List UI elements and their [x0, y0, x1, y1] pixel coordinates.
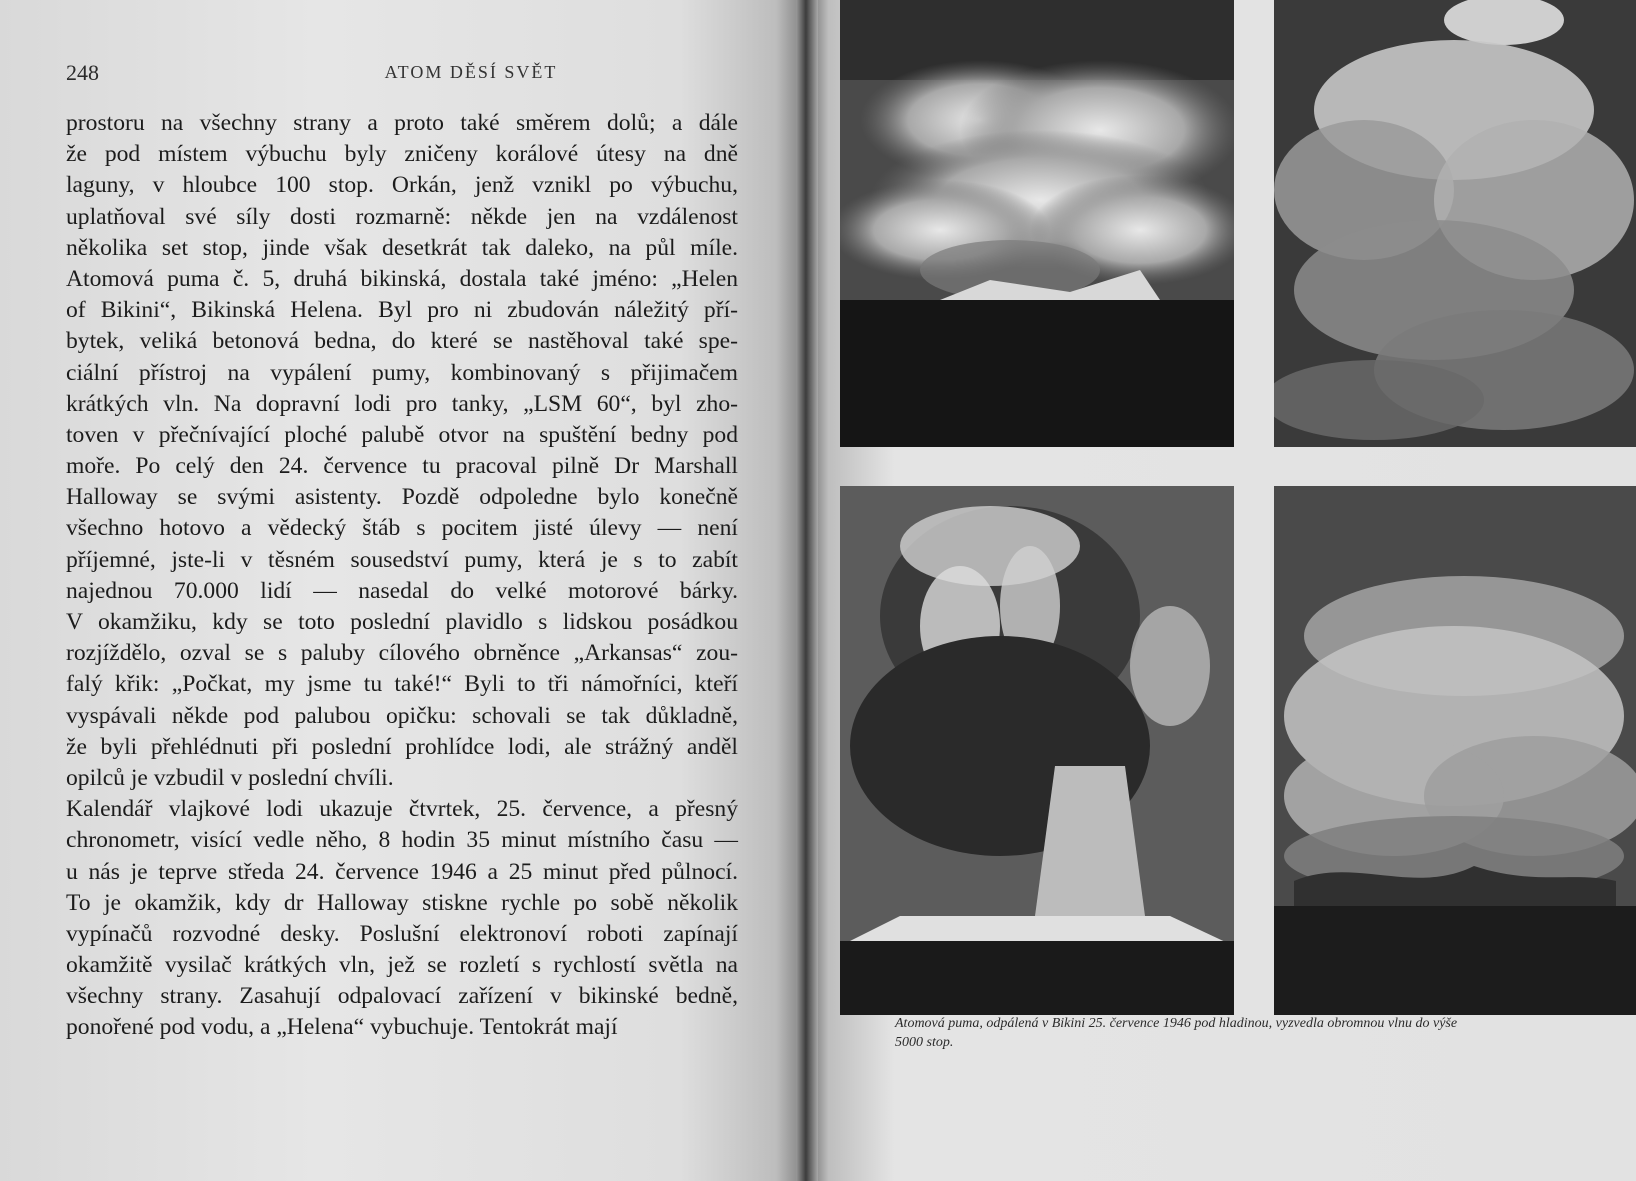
photo-explosion-cloud-top-left: [840, 0, 1234, 447]
page-number: 248: [66, 60, 99, 85]
text-line: bytek, veliká betonová bedna, do které se nastěhoval také spe-: [66, 328, 738, 355]
text-line: krátkých vln. Na dopravní lodi pro tanky, „LSM 60“, byl zho-: [66, 390, 738, 417]
text-line: příjemné, jste-li v těsném sousedství pumy, která je s to zabít: [66, 546, 738, 573]
text-line: ciální přístroj na vypálení pumy, kombinovaný s přijimačem: [66, 359, 738, 386]
photo-caption: [895, 1014, 1595, 1052]
text-line: u nás je teprve středa 24. července 1946 a 25 minut před půlnocí.: [66, 858, 738, 885]
text-line: toven v přečnívající ploché palubě otvor na spuštění bedny pod: [66, 421, 738, 448]
running-title: ATOM DĚSÍ SVĚT: [384, 62, 558, 82]
text-line: uplatňoval své síly dosti rozmarně: někde jen na vzdálenost: [66, 203, 738, 230]
text-line: Halloway se svými asistenty. Pozdě odpoledne bylo konečně: [66, 484, 738, 511]
text-line: vyspávali někde pod palubou opičku: schovali se tak důkladně,: [66, 702, 738, 729]
photo-dome-cloud: [1274, 486, 1636, 1015]
text-line: prostoru na všechny strany a proto také směrem dolů; a dále: [66, 110, 738, 136]
text-line: rozjíždělo, ozval se s paluby cílového obrněnce „Arkansas“ zou-: [66, 640, 738, 667]
text-line: všechny strany. Zasahují odpalovací zařízení v bikinské bedně,: [66, 983, 738, 1010]
text-line: To je okamžik, kdy dr Halloway stiskne rychle po sobě několik: [66, 889, 738, 916]
text-line: několika set stop, jinde však desetkrát tak daleko, na půl míle.: [66, 234, 738, 261]
body-text: [66, 108, 738, 1044]
photo-explosion-cloud-top-right: [1274, 0, 1636, 447]
text-line: najednou 70.000 lidí — nasedal do velké motorové bárky.: [66, 577, 738, 604]
text-line: ponořené pod vodu, a „Helena“ vybuchuje. Tentokrát mají: [66, 1014, 618, 1041]
photo-water-column: [840, 486, 1234, 1015]
text-line: falý křik: „Počkat, my jsme tu také!“ Byli to tři námořníci, kteří: [66, 671, 738, 698]
running-head: [66, 60, 756, 90]
text-line: že byli přehlédnuti při poslední prohlídce lodi, ale strážný anděl: [66, 733, 738, 760]
text-line: Atomová puma č. 5, druhá bikinská, dostala také jméno: „Helen: [66, 265, 738, 292]
text-line: vypínačů rozvodné desky. Poslušní elektronoví roboti zapínají: [66, 920, 738, 947]
text-line: všechno hotovo a vědecký štáb s pocitem jisté úlevy — není: [66, 515, 738, 542]
caption-line-1: Atomová puma, odpálená v Bikini 25. července 1946 pod hladinou, vyzvedla obromnou vlnu do výše: [895, 1016, 1458, 1031]
text-line: moře. Po celý den 24. července tu pracoval pilně Dr Marshall: [66, 453, 738, 480]
text-line: okamžitě vysilač krátkých vln, jež se rozletí s rychlostí světla na: [66, 952, 738, 979]
text-line: chronometr, visící vedle něho, 8 hodin 35 minut místního času —: [66, 827, 738, 854]
text-line: že pod místem výbuchu byly zničeny korálové útesy na dně: [66, 141, 738, 168]
text-line: V okamžiku, kdy se toto poslední plavidlo s lidskou posádkou: [66, 609, 738, 635]
book-gutter: [796, 0, 818, 1181]
text-line: opilců je vzbudil v poslední chvíli.: [66, 764, 394, 791]
caption-line-2: 5000 stop.: [895, 1035, 954, 1050]
text-line: Kalendář vlajkové lodi ukazuje čtvrtek, 25. července, a přesný: [66, 796, 738, 823]
text-line: of Bikini“, Bikinská Helena. Byl pro ni zbudován náležitý pří-: [66, 297, 738, 324]
text-line: laguny, v hloubce 100 stop. Orkán, jenž vznikl po výbuchu,: [66, 172, 738, 199]
